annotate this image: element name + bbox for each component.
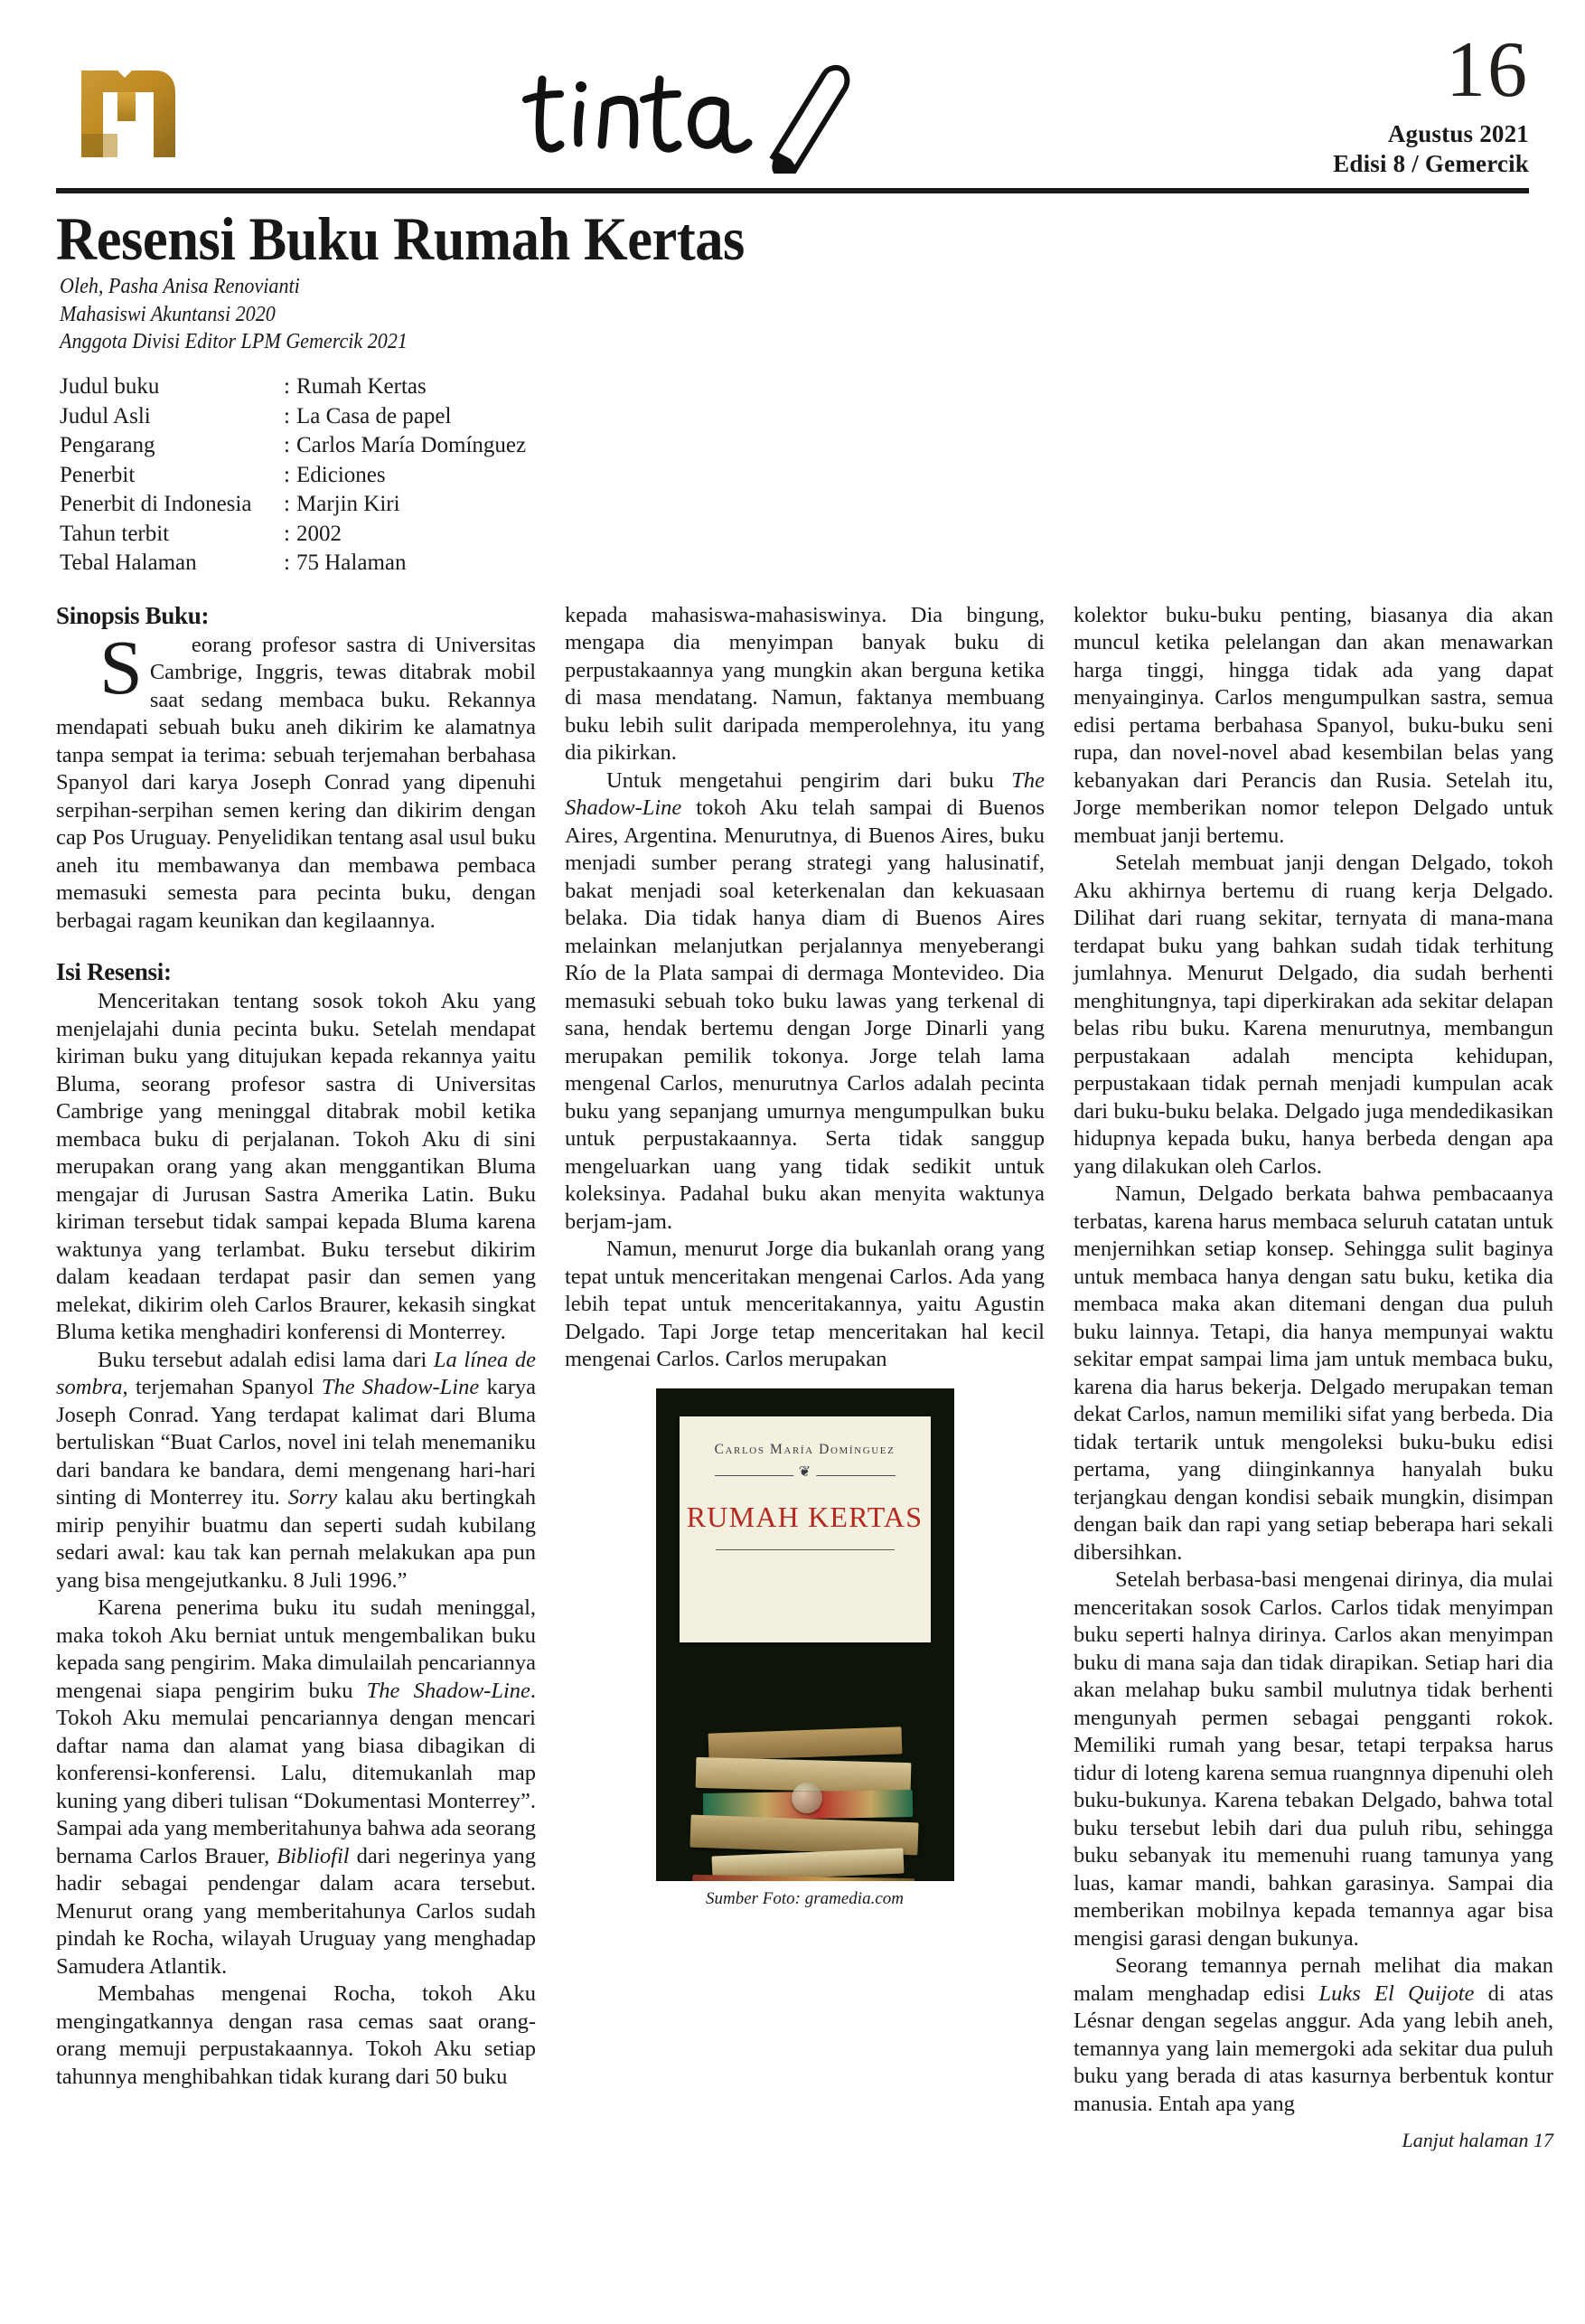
paragraph: kepada mahasiswa-mahasiswinya. Dia bingung, mengapa dia menyimpan banyak buku di perpustakaannya yang mungkin akan berguna ketika di masa mendatang. Namun, faktanya membuang buku lebih sulit daripada memperolehnya, itu yang dia pikirkan. [565, 602, 1045, 766]
cover-author: Carlos María Domínguez [714, 1441, 896, 1457]
meta-value: 2002 [296, 521, 342, 546]
table-row [60, 549, 1529, 579]
meta-value: Carlos María Domínguez [296, 433, 527, 458]
foreign-word-italic: Bibliofil [277, 1843, 350, 1868]
meta-label: Judul Asli [60, 403, 151, 428]
meta-label: Tahun terbit [60, 521, 170, 546]
issue-date: Agustus 2021 [1387, 119, 1529, 147]
table-row [60, 372, 1529, 402]
book-title-italic: The Shadow-Line [366, 1678, 530, 1703]
text-run: , terjemahan Spanyol [122, 1375, 322, 1400]
text-run: Seorang temannya pernah melihat dia makan malam menghadap edisi [1074, 1953, 1553, 2006]
paragraph-text: eorang profesor sastra di Universitas Cambrige, Inggris, tewas ditabrak mobil saat sedang membaca buku. Rekannya mendapati sebuah buku aneh dikirim ke alamatnya tanpa sempat ia terima: sebuah terjemahan berbahasa Spanyol dari karya Joseph Conrad yang dipenuhi serpihan-serpihan semen kering dan dikirim dengan cap Pos Uruguay. Penyelidikan tentang asal usul buku aneh itu membawanya dan membawa pembaca memasuki semesta para pecinta buku, dengan berbagai ragam keunikan dan kegilaannya. [56, 632, 536, 933]
byline [56, 273, 1529, 356]
cover-ornament-icon [715, 1470, 896, 1482]
text-run: kalau aku bertingkah mirip penyihir buatmu dan seperti sudah kubilang sedari awal: kau tak kan pernah melakukan apa pun yang bisa mengejutkanku. 8 Juli 1996.” [56, 1485, 536, 1593]
book-title-italic: The Shadow-Line [321, 1375, 480, 1400]
meta-colon: : [284, 374, 290, 400]
meta-colon: : [284, 462, 290, 487]
continued-note: Lanjut halaman 17 [1402, 2129, 1553, 2152]
text-run: di atas Lésnar dengan segelas anggur. Ada yang lebih aneh, temannya yang lain memergoki ada sekitar dua puluh buku yang berada di atas kasurnya berbentuk kontur manusia. Entah apa yang [1074, 1981, 1553, 2116]
paragraph: Membahas mengenai Rocha, tokoh Aku mengingatkannya dengan rasa cemas saat orang-orang memuji perpustakaannya. Tokoh Aku setiap tahunnya menghibahkan tidak kurang dari 50 buku [56, 1981, 536, 2089]
paragraph: Setelah membuat janji dengan Delgado, tokoh Aku akhirnya bertemu di ruang kerja Delgado. Dilihat dari ruang sekitar, ternyata di mana-mana terdapat buku yang bahkan sudah tidak terhitung jumlahnya. Menurut Delgado, dia sudah berhenti menghitungnya, tapi diperkirakan ada sekitar delapan belas ribu buku. Karena menurutnya, membangun perpustakaan adalah mencipta kehidupan, perpustakaan tidak pernah menjadi kumpulan acak dari buku-buku belaka. Delgado juga mendedikasikan hidupnya kepada buku, hanya berbeda dengan apa yang dilakukan oleh Carlos. [1074, 851, 1553, 1179]
drop-cap: S [99, 623, 143, 710]
table-row [60, 402, 1529, 432]
cover-title-label [680, 1416, 931, 1642]
paragraph [56, 1347, 536, 1595]
meta-value: Marjin Kiri [296, 492, 400, 517]
paragraph: Namun, menurut Jorge dia bukanlah orang yang tepat untuk menceritakan mengenai Carlos. Ada yang lebih tepat untuk menceritakannya, yaitu Agustin Delgado. Tapi Jorge tetap menceritakan hal kecil mengenai Carlos. Carlos merupakan [565, 1237, 1045, 1372]
foreign-word-italic: Sorry [287, 1485, 338, 1510]
meta-colon: : [284, 492, 290, 517]
meta-value: Ediciones [296, 462, 386, 487]
section-heading-isi: Isi Resensi: [56, 958, 172, 986]
meta-label: Penerbit [60, 462, 136, 487]
text-run: Buku tersebut adalah edisi lama dari [98, 1347, 434, 1372]
brand-logotype [179, 31, 1231, 174]
column-1 [56, 602, 536, 2324]
masthead [56, 0, 1529, 181]
book-cover-figure [565, 1388, 1045, 1909]
text-run: . Tokoh Aku memulai pencariannya dengan mencari daftar nama dan alamat yang biasa dibagikan di konferensi-konferensi. Lalu, ditemukanlah map kuning yang diberi tulisan “Dokumentasi Monterrey”. Sampai ada yang memberitahunya bahwa ada seorang bernama Carlos Brauer, [56, 1678, 536, 1868]
meta-colon: : [284, 550, 290, 576]
paragraph: Namun, Delgado berkata bahwa pembacaanya terbatas, karena harus membaca seluruh catatan untuk menjernihkan setiap konsep. Sehingga sulit baginya untuk membaca hanya dengan satu buku, ketika dia membaca maka akan ditemani dengan dua puluh buku lainnya. Tetapi, dia hanya mempunyai waktu sekitar empat sampai lima jam untuk membaca buku, karena dia harus bekerja. Delgado merupakan teman dekat Carlos, namun memiliki sifat yang berbeda. Dia tidak tertarik untuk mengoleksi buku-buku edisi pertama, yang diinginkannya hanyalah buku terjangkau dengan kondisi sebaik mungkin, disimpan dengan baik dan rapi yang setiap beberapa hari sekali dibersihkan. [1074, 1181, 1553, 1565]
paragraph [56, 1595, 536, 1981]
section-heading-sinopsis: Sinopsis Buku: [56, 601, 210, 629]
paragraph: kolektor buku-buku penting, biasanya dia akan muncul ketika pelelangan dan akan menawarkan harga tinggi, hingga tidak ada yang dapat menyainginya. Carlos mengumpulkan sastra, semua edisi pertama berbahasa Spanyol, buku-buku seni rupa, dan novel-novel abad kesembilan belas yang kebanyakan dari Perancis dan Rusia. Setelah itu, Jorge memberikan nomor telepon Delgado untuk membuat janji bertemu. [1074, 602, 1553, 848]
text-run: dari negerinya yang hadir sebagai pendengar dalam acara tersebut. Menurut orang yang memberitahunya Carlos sudah pindah ke Rocha, wilayah Uruguay yang menghadap Samudera Atlantik. [56, 1843, 536, 1979]
table-row [60, 461, 1529, 491]
paragraph [565, 767, 1045, 1237]
page-title: Resensi Buku Rumah Kertas [56, 204, 745, 273]
byline-line-2: Mahasiswi Akuntansi 2020 [60, 302, 276, 326]
text-run: karya Joseph Conrad. Yang terdapat kalimat dari Bluma bertuliskan “Buat Carlos, novel ini telah menemaniku dari bandara ke bandara, demi mengenang hari-hari sinting di Monterrey itu. [56, 1375, 536, 1510]
book-title-italic: Luks El Quijote [1318, 1981, 1475, 2006]
column-3 [1074, 602, 1553, 2324]
lpm-gemercik-logo [78, 56, 179, 172]
column-2 [565, 602, 1045, 2324]
byline-line-3: Anggota Divisi Editor LPM Gemercik 2021 [60, 330, 408, 354]
figure-caption: Sumber Foto: gramedia.com [706, 1888, 904, 1908]
text-run: tokoh Aku telah sampai di Buenos Aires, Argentina. Menurutnya, di Buenos Aires, buku menjadi sumber perang strategi yang halusinatif, bakat menjadi soal keterkenalan dan kekuasaan belaka. Dia tidak hanya diam di Buenos Aires melainkan melanjutkan perjalannya menyeberangi Río de la Plata sampai di dermaga Montevideo. Dia memasuki sebuah toko buku lawas yang terkenal di sana, hendak bertemu dengan Jorge Dinarli yang merupakan pemilik tokonya. Jorge telah lama mengenal Carlos, menurutnya Carlos adalah pecinta buku yang sepanjang umurnya mengumpulkan buku untuk perpustakaannya. Serta tidak sanggup mengeluarkan uang yang tidak sedikit untuk koleksinya. Padahal buku akan menyita waktunya berjam-jam. [565, 795, 1045, 1234]
cover-title: RUMAH KERTAS [686, 1500, 924, 1533]
book-title-italic: La línea de sombra [56, 1347, 536, 1400]
page-number: 16 [1446, 26, 1529, 114]
meta-value: Rumah Kertas [296, 374, 427, 400]
table-row [60, 520, 1529, 550]
byline-line-1: Oleh, Pasha Anisa Renovianti [60, 275, 300, 298]
paragraph: Menceritakan tentang sosok tokoh Aku yang menjelajahi dunia pecinta buku. Setelah mendapat kiriman buku yang ditujukan kepada rekannya yaitu Bluma, seorang profesor sastra di Universitas Cambrige yang meninggal ditabrak mobil ketika membaca buku di perjalanan. Tokoh Aku di sini merupakan orang yang akan menggantikan Bluma mengajar di Jurusan Sastra Amerika Latin. Buku kiriman tersebut tidak sampai kepada Bluma karena waktunya yang terlambat. Buku tersebut dikirim dalam keadaan terdapat pasir dan semen yang melekat, dikirim oleh Carlos Braurer, kekasih singkat Bluma ketika menghadiri konferensi di Monterrey. [56, 989, 536, 1345]
meta-value: 75 Halaman [296, 550, 407, 576]
masthead-divider [56, 188, 1529, 193]
cover-rule [716, 1549, 895, 1550]
book-title-italic: The Shadow-Line [565, 767, 1045, 821]
table-row [60, 490, 1529, 520]
issue-edition: Edisi 8 / Gemercik [1333, 149, 1529, 177]
meta-colon: : [284, 433, 290, 458]
meta-label: Pengarang [60, 433, 155, 458]
meta-value: La Casa de papel [296, 403, 452, 428]
paragraph [1074, 1952, 1553, 2118]
book-cover-image [656, 1388, 954, 1881]
article-columns [56, 601, 1553, 2324]
book-metadata-table [60, 372, 1529, 579]
issue-block [1231, 26, 1529, 178]
paragraph: Setelah berbasa-basi mengenai dirinya, dia mulai menceritakan sosok Carlos. Carlos tidak menyimpan buku seperti halnya dirinya. Carlos akan menyimpan buku di mana saja dan tidak dirapikan. Setiap hari dia akan melahap buku sambil mulutnya tidak berhenti mengunyah permen sebagai pengganti rokok. Memiliki rumah yang besar, tetapi terpaksa harus tidur di loteng karena semua ruangnnya dipenuhi oleh buku-bukunya. Karena tebakan Delgado, bahwa total buku tersebut lebih dari dua puluh ribu, sehingga buku sebanyak itu memenuhi ruang tamunya yang luas, kamar mandi, bahkan garasinya. Sampai dia memberikan mobilnya kepada temannya agar bisa mengisi garasi dengan bukunya. [1074, 1567, 1553, 1951]
meta-colon: : [284, 521, 290, 546]
paintbrush-icon [772, 68, 847, 174]
meta-colon: : [284, 403, 290, 428]
meta-label: Tebal Halaman [60, 550, 197, 576]
text-run: Karena penerima buku itu sudah meninggal, maka tokoh Aku berniat untuk mengembalikan buku kepada sang pengirim. Maka dimulailah pencariannya mengenai siapa pengirim buku [56, 1595, 536, 1703]
table-row [60, 431, 1529, 461]
paragraph [56, 623, 536, 936]
meta-label: Penerbit di Indonesia [60, 492, 252, 517]
meta-label: Judul buku [60, 374, 160, 400]
text-run: Untuk mengetahui pengirim dari buku [606, 767, 1012, 793]
